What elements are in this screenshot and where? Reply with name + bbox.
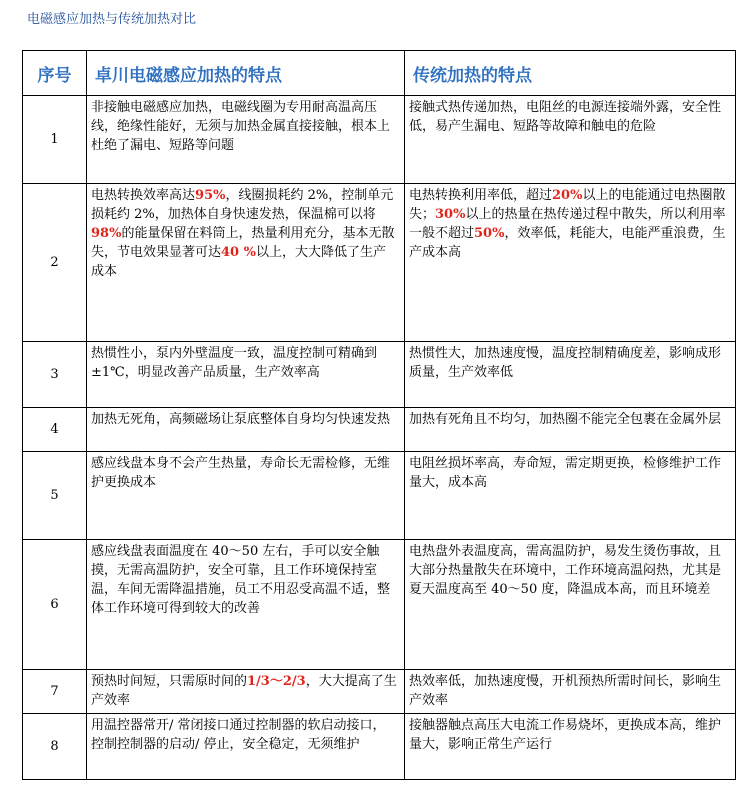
text-segment: ，大大提高了生产效率	[91, 674, 397, 708]
highlight-value: 1/3～2/3	[247, 674, 306, 689]
header-zhuochuan-label: 卓川电磁感应加热的特点	[95, 65, 282, 86]
text-segment: 预热时间短，只需原时间的	[91, 674, 248, 689]
table-row	[23, 96, 736, 184]
traditional-feature: 热效率低，加热速度慢，开机预热所需时间长，影响生产效率	[405, 670, 736, 714]
text-segment: 以上，大大降低了生产成本	[91, 245, 387, 279]
highlight-value: 40 %	[221, 245, 256, 260]
row-number: 8	[23, 714, 87, 780]
row-number: 6	[23, 540, 87, 670]
row-number: 2	[23, 184, 87, 342]
zhuochuan-feature: 热惯性小，泵内外壁温度一致，温度控制可精确到±1℃，明显改善产品质量，生产效率高	[87, 342, 405, 408]
table-row	[23, 408, 736, 452]
zhuochuan-feature: 感应线盘本身不会产生热量，寿命长无需检修，无维护更换成本	[87, 452, 405, 540]
header-traditional	[405, 51, 736, 96]
table-row	[23, 714, 736, 780]
table-header-row	[23, 51, 736, 96]
highlight-value: 95%	[195, 188, 226, 203]
zhuochuan-feature: 非接触电磁感应加热，电磁线圈为专用耐高温高压线，绝缘性能好，无须与加热金属直接接触，根本上杜绝了漏电、短路等问题	[87, 96, 405, 184]
traditional-feature: 电热盘外表温度高，需高温防护，易发生烫伤事故，且大部分热量散失在环境中，工作环境高温闷热，尤其是夏天温度高至 40～50 度，降温成本高，而且环境差	[405, 540, 736, 670]
text-segment: 的能量保留在料筒上，热量利用充分，基本无散失，节电效果显著可达	[91, 226, 395, 260]
row-number: 5	[23, 452, 87, 540]
row-number: 4	[23, 408, 87, 452]
text-segment: 电热转换利用率低，超过	[409, 188, 553, 203]
zhuochuan-feature	[87, 184, 405, 342]
row-number: 1	[23, 96, 87, 184]
text-segment: 以上的电能通过电热圈散失；	[409, 188, 726, 222]
table-row	[23, 540, 736, 670]
table-row	[23, 670, 736, 714]
highlight-value: 30%	[435, 207, 466, 222]
header-index: 序号	[23, 51, 87, 96]
traditional-feature: 接触式热传递加热，电阻丝的电源连接端外露，安全性低，易产生漏电、短路等故障和触电的危险	[405, 96, 736, 184]
traditional-feature: 热惯性大，加热速度慢，温度控制精确度差，影响成形质量，生产效率低	[405, 342, 736, 408]
text-segment: ，效率低，耗能大，电能严重浪费，生产成本高	[409, 226, 726, 260]
zhuochuan-feature: 感应线盘表面温度在 40～50 左右，手可以安全触摸，无需高温防护，安全可靠，且工作环境保持室温，车间无需降温措施，员工不用忍受高温不适，整体工作环境可得到较大的改善	[87, 540, 405, 670]
row-number: 3	[23, 342, 87, 408]
traditional-feature: 接触器触点高压大电流工作易烧坏，更换成本高，维护量大，影响正常生产运行	[405, 714, 736, 780]
traditional-feature: 电阻丝损坏率高，寿命短，需定期更换，检修维护工作量大，成本高	[405, 452, 736, 540]
highlight-value: 20%	[552, 188, 583, 203]
text-segment: ，线圈损耗约 2%，控制单元损耗约 2%，加热体自身快速发热，保温棉可以将	[91, 188, 394, 222]
zhuochuan-feature: 用温控器常开/ 常闭接口通过控制器的软启动接口，控制控制器的启动/ 停止，安全稳定，无须维护	[87, 714, 405, 780]
table-row	[23, 184, 736, 342]
text-segment: 以上的热量在热传递过程中散失，所以利用率一般不超过	[409, 207, 726, 241]
comparison-table	[22, 50, 736, 780]
row-number: 7	[23, 670, 87, 714]
highlight-value: 98%	[91, 226, 122, 241]
highlight-value: 50%	[474, 226, 505, 241]
header-traditional-label: 传统加热的特点	[413, 65, 532, 86]
table-row	[23, 452, 736, 540]
zhuochuan-feature	[87, 670, 405, 714]
page-title: 电磁感应加热与传统加热对比	[27, 12, 197, 27]
zhuochuan-feature: 加热无死角，高频磁场让泵底整体自身均匀快速发热	[87, 408, 405, 452]
table-row	[23, 342, 736, 408]
traditional-feature	[405, 184, 736, 342]
traditional-feature: 加热有死角且不均匀，加热圈不能完全包裹在金属外层	[405, 408, 736, 452]
header-zhuochuan	[87, 51, 405, 96]
text-segment: 电热转换效率高达	[91, 188, 196, 203]
